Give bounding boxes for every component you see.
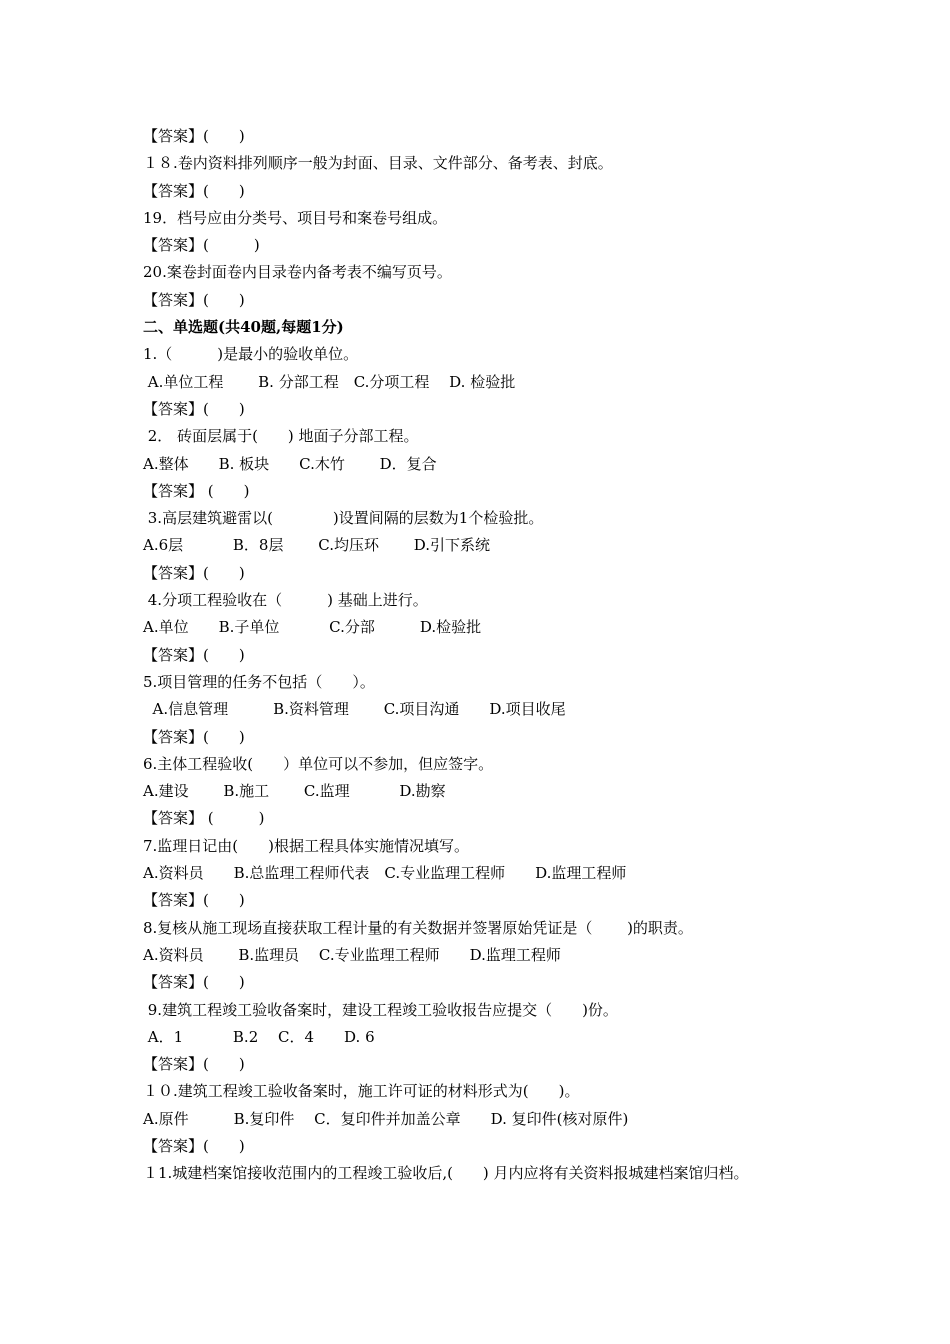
answer-line: 【答案】( ) <box>143 127 245 145</box>
answer-line: 【答案】( ) <box>143 1055 245 1074</box>
options-line: A.资料员 B.总监理工程师代表 C.专业监理工程师 D.监理工程师 <box>143 864 627 883</box>
question-line: 20.案卷封面卷内目录卷内备考表不编写页号。 <box>143 263 452 282</box>
options-line: A.资料员 B.监理员 C.专业监理工程师 D.监理工程师 <box>143 945 561 964</box>
options-line: A.单位工程 B. 分部工程 C.分项工程 D. 检验批 <box>143 372 516 391</box>
options-line: A.建设 B.施工 C.监理 D.勘察 <box>143 782 446 801</box>
question-line: 4.分项工程验收在（ ) 基础上进行。 <box>143 591 428 610</box>
options-line: A.原件 B.复印件 C．复印件并加盖公章 D. 复印件(核对原件) <box>143 1109 629 1128</box>
options-line: A.信息管理 B.资料管理 C.项目沟通 D.项目收尾 <box>143 700 566 719</box>
question-line: １０.建筑工程竣工验收备案时，施工许可证的材料形式为( )。 <box>143 1082 580 1101</box>
options-line: A.单位 B.子单位 C.分部 D.检验批 <box>143 618 482 637</box>
question-line: 19．档号应由分类号、项目号和案卷号组成。 <box>143 208 448 227</box>
question-line: 9.建筑工程竣工验收备案时，建设工程竣工验收报告应提交（ )份。 <box>143 1000 618 1019</box>
answer-line: 【答案】( ) <box>143 727 245 746</box>
answer-line: 【答案】 ( ) <box>143 481 250 500</box>
answer-line: 【答案】( ) <box>143 1136 245 1155</box>
question-line: 5.项目管理的任务不包括（ ）。 <box>143 672 375 691</box>
options-line: A.整体 B. 板块 C.木竹 D．复合 <box>143 454 437 473</box>
answer-line: 【答案】( ) <box>143 891 245 910</box>
question-line: １1.城建档案馆接收范围内的工程竣工验收后,( ) 月内应将有关资料报城建档案馆归档。 <box>143 1164 749 1183</box>
answer-line: 【答案】( ) <box>143 236 260 255</box>
question-line: 1.（ )是最小的验收单位。 <box>143 345 359 364</box>
options-line: A．1 B.2 C．4 D. 6 <box>143 1027 375 1046</box>
section-heading: 二、单选题(共40题,每题1分) <box>143 318 344 337</box>
answer-line: 【答案】 ( ) <box>143 809 265 828</box>
answer-line: 【答案】( ) <box>143 181 245 200</box>
question-line: 6.主体工程验收( ）单位可以不参加，但应签字。 <box>143 754 494 773</box>
question-line: 2． 砖面层属于( ) 地面子分部工程。 <box>143 427 419 446</box>
document-content <box>143 123 823 1188</box>
question-line: 3.高层建筑避雷以( )设置间隔的层数为1个检验批。 <box>143 509 544 528</box>
options-line: A.6层 B．8层 C.均压环 D.引下系统 <box>143 536 490 555</box>
question-line: １８.卷内资料排列顺序一般为封面、目录、文件部分、备考表、封底。 <box>143 154 613 173</box>
answer-line: 【答案】( ) <box>143 290 245 309</box>
question-line: 8.复核从施工现场直接获取工程计量的有关数据并签署原始凭证是（ )的职责。 <box>143 918 693 937</box>
answer-line: 【答案】( ) <box>143 399 245 418</box>
answer-line: 【答案】( ) <box>143 973 245 992</box>
answer-line: 【答案】( ) <box>143 645 245 664</box>
question-line: 7.监理日记由( )根据工程具体实施情况填写。 <box>143 836 470 855</box>
answer-line: 【答案】( ) <box>143 563 245 582</box>
